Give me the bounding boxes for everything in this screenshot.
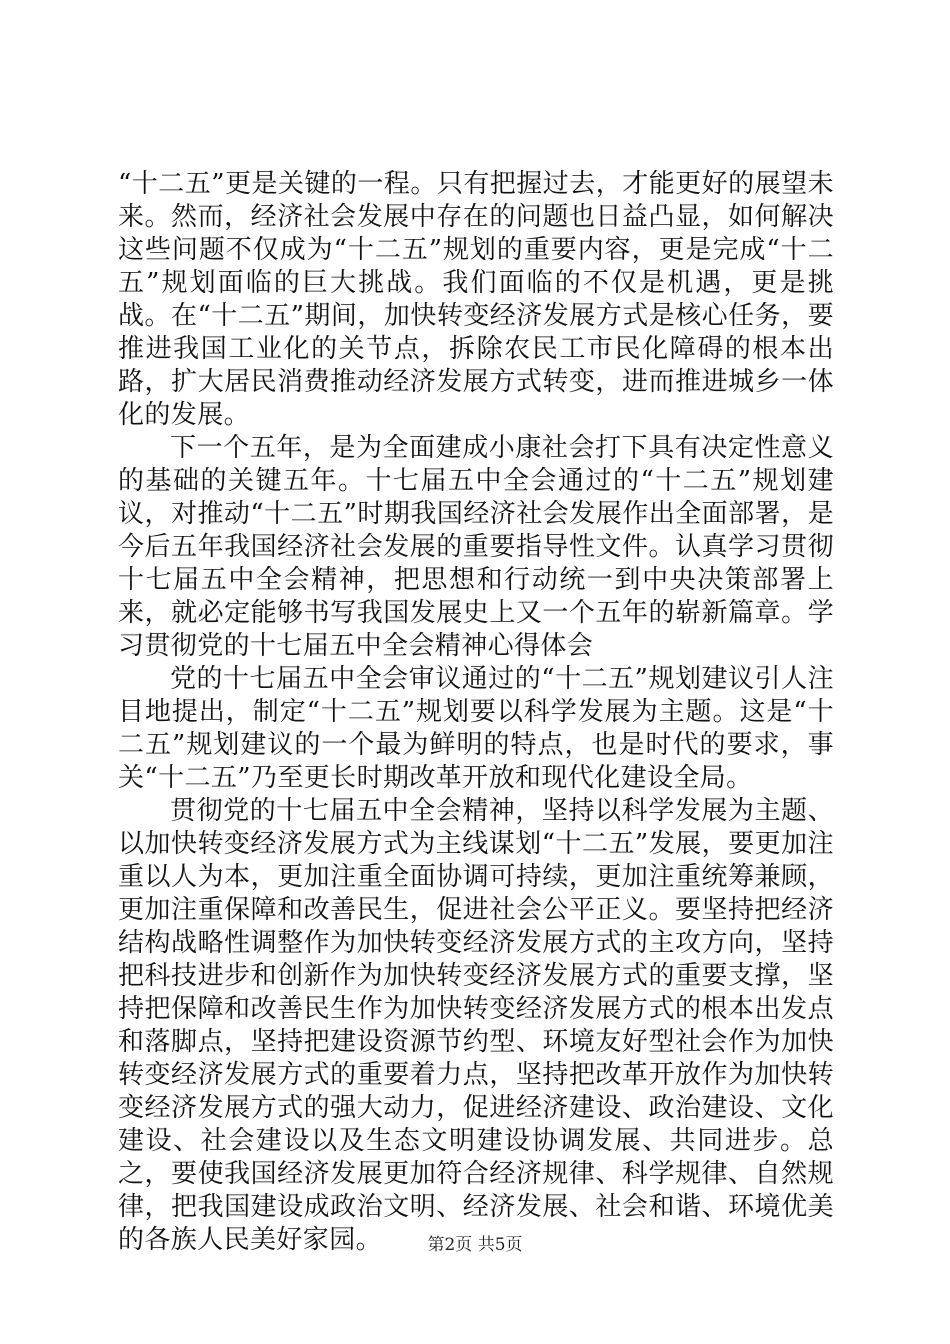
paragraph-4: 贯彻党的十七届五中全会精神，坚持以科学发展为主题、以加快转变经济发展方式为主线谋划“十二五”发展，要更加注重以人为本，更加注重全面协调可持续，更加注重统筹兼顾，更加注重保障和改善民生，促进社会公平正义。要坚持把经济结构战略性调整作为加快转变经济发展方式的主攻方向，坚持把科技进步和创新作为加快转变经济发展方式的重要支撑，坚持把保障和改善民生作为加快转变经济发展方式的根本出发点和落脚点，坚持把建设资源节约型、环境友好型社会作为加快转变经济发展方式的重要着力点，坚持把改革开放作为加快转变经济发展方式的强大动力，促进经济建设、政治建设、文化建设、社会建设以及生态文明建设协调发展、共同进步。总之，要使我国经济发展更加符合经济规律、科学规律、自然规律，把我国建设成政治文明、经济发展、社会和谐、环境优美的各族人民美好家园。	[118, 796, 834, 1255]
paragraph-1: “十二五”更是关键的一程。只有把握过去，才能更好的展望未来。然而，经济社会发展中存在的问题也日益凸显，如何解决这些问题不仅成为“十二五”规划的重要内容，更是完成“十二五”规划面临的巨大挑战。我们面临的不仅是机遇，更是挑战。在“十二五”期间，加快转变经济发展方式是核心任务，要推进我国工业化的关节点，拆除农民工市民化障碍的根本出路，扩大居民消费推动经济发展方式转变，进而推进城乡一体化的发展。	[118, 169, 834, 430]
paragraph-2: 下一个五年，是为全面建成小康社会打下具有决定性意义的基础的关键五年。十七届五中全会通过的“十二五”规划建议，对推动“十二五”时期我国经济社会发展作出全面部署，是今后五年我国经济社会发展的重要指导性文件。认真学习贯彻十七届五中全会精神，把思想和行动统一到中央决策部署上来，就必定能够书写我国发展史上又一个五年的崭新篇章。学习贯彻党的十七届五中全会精神心得体会	[118, 433, 834, 661]
document-body	[118, 168, 834, 1257]
paragraph-3: 党的十七届五中全会审议通过的“十二五”规划建议引人注目地提出，制定“十二五”规划要以科学发展为主题。这是“十二五”规划建议的一个最为鲜明的特点，也是时代的要求，事关“十二五”乃至更长时期改革开放和现代化建设全局。	[118, 664, 834, 793]
page-number-footer: 第2页 共5页	[427, 1235, 523, 1255]
